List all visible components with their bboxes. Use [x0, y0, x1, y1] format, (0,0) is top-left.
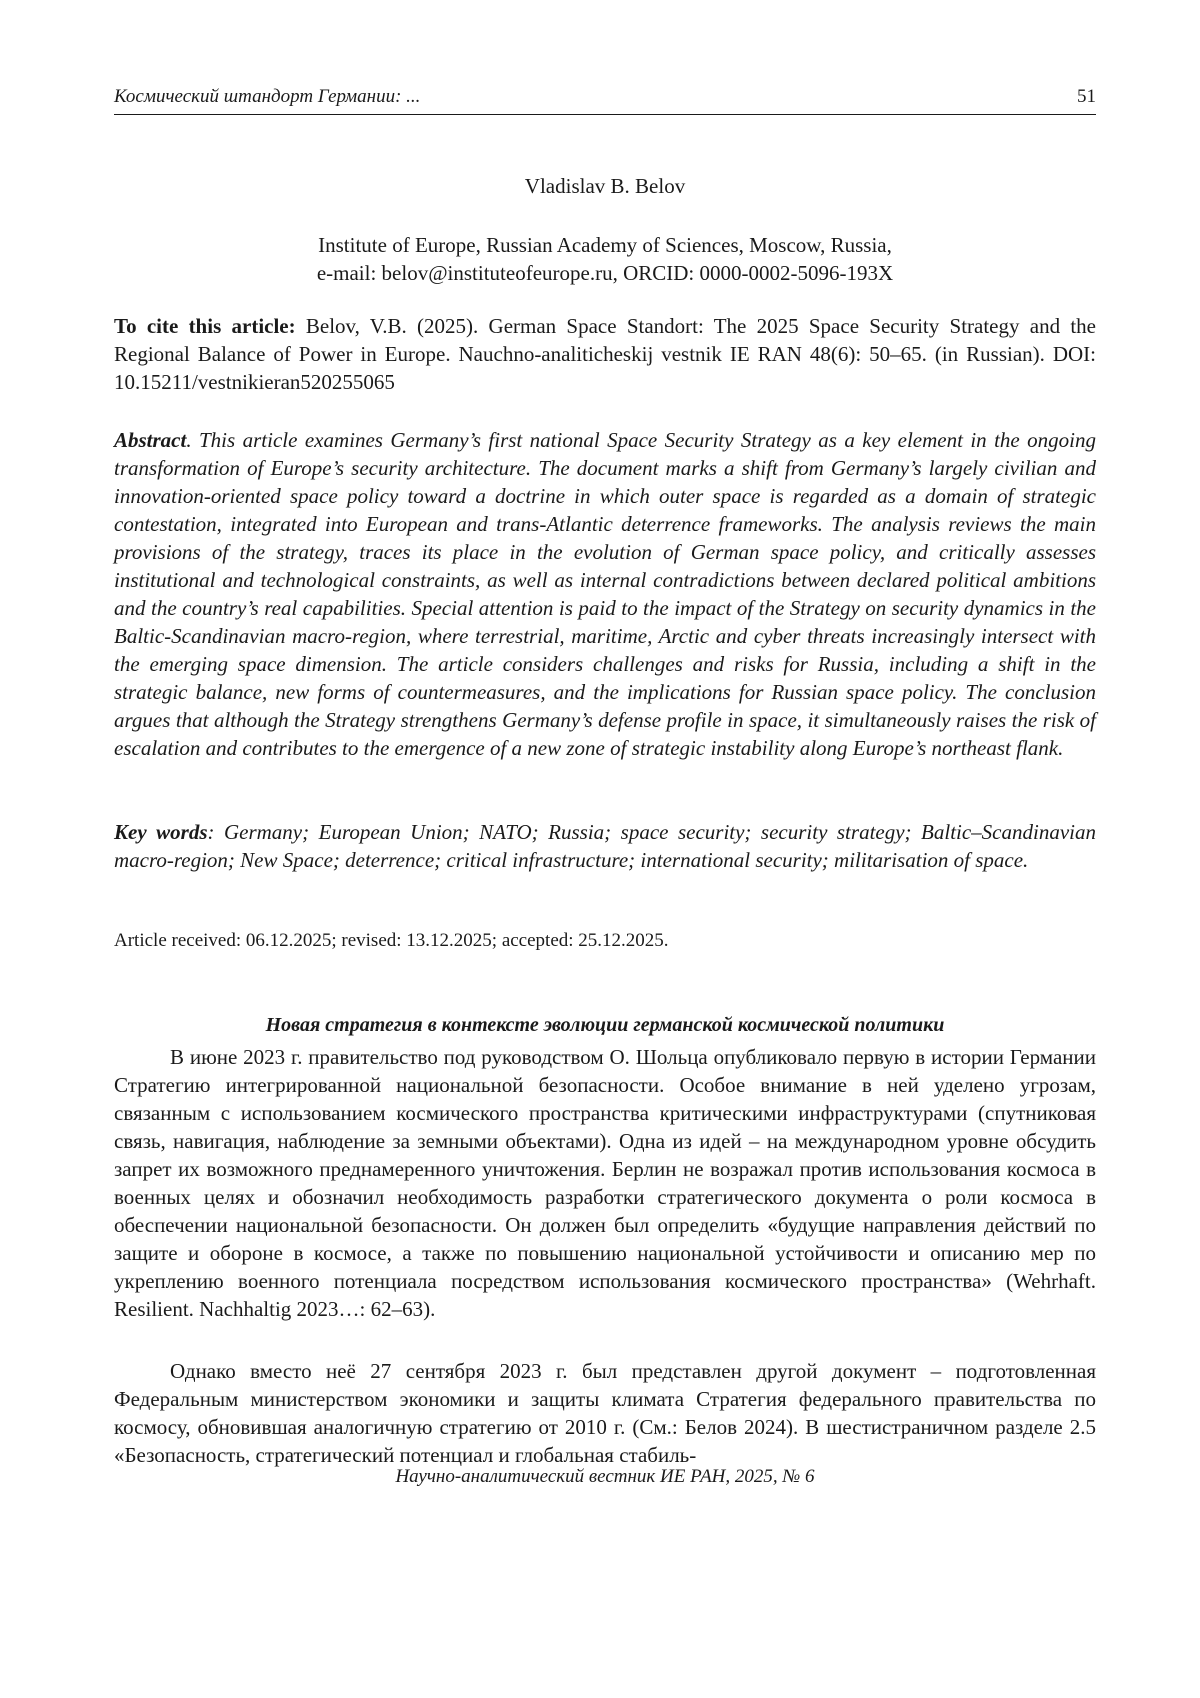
body-paragraph: В июне 2023 г. правительство под руководством О. Шольца опубликовало первую в истории Германии Стратегию интегрированной национальной безопасности. Особое внимание в ней уделено угрозам, связанным с использованием космического пространства критическими инфраструктурами (спутниковая связь, навигация, наблюдение за земными объектами). Одна из идей – на международном уровне обсудить запрет их возможного преднамеренного уничтожения. Берлин не возражал против использования космоса в военных целях и обозначил необходимость разработки стратегического документа о роли космоса в обеспечении национальной безопасности. Он должен был определить «будущие направления действий по защите и обороне в космосе, а также по повышению национальной устойчивости и описанию мер по укреплению военного потенциала посредством использования космического пространства» (Wehrhaft. Resilient. Nachhaltig 2023…: 62–63).: [114, 1045, 1096, 1321]
citation: [114, 312, 1096, 396]
journal-footer: Научно-аналитический вестник ИЕ РАН, 2025, № 6: [395, 1466, 815, 1487]
running-title: Космический штандорт Германии: ...: [114, 86, 421, 107]
section-title: Новая стратегия в контексте эволюции германской космической политики: [265, 1014, 945, 1036]
page-number: 51: [1077, 86, 1096, 107]
abstract-text: . This article examines Germany’s first national Space Security Strategy as a key element in the ongoing transformation of Europe’s security architecture. The document marks a shift from Germany’s largely civilian and innovation-oriented space policy toward a doctrine in which outer space is regarded as a domain of strategic contestation, integrated into European and trans-Atlantic deterrence frameworks. The analysis reviews the main provisions of the strategy, traces its place in the evolution of German space policy, and critically assesses institutional and technological constraints, as well as internal contradictions between declared political ambitions and the country’s real capabilities. Special attention is paid to the impact of the Strategy on security dynamics in the Baltic-Scandinavian macro-region, where terrestrial, maritime, Arctic and cyber threats increasingly intersect with the emerging space dimension. The article considers challenges and risks for Russia, including a shift in the strategic balance, new forms of countermeasures, and the implications for Russian space policy. The conclusion argues that although the Strategy strengthens Germany’s defense profile in space, it simultaneously raises the risk of escalation and contributes to the emergence of a new zone of strategic instability along Europe’s northeast flank.: [114, 428, 1096, 760]
keywords: [114, 818, 1096, 874]
abstract-label: Abstract: [114, 428, 187, 452]
abstract: [114, 426, 1096, 762]
running-header: [114, 84, 1096, 115]
keywords-text: : Germany; European Union; NATO; Russia; space security; security strategy; Baltic–Scandinavian macro-region; New Space; deterrence; critical infrastructure; international security; militarisation of space.: [114, 820, 1096, 872]
citation-label: To cite this article:: [114, 314, 296, 338]
email-orcid-line: e-mail: belov@instituteofeurope.ru, ORCID: 0000-0002-5096-193X: [316, 261, 894, 285]
keywords-label: Key words: [114, 820, 208, 844]
author-name: Vladislav B. Belov: [524, 174, 686, 198]
author-affiliation: [114, 231, 1096, 287]
citation-text: Belov, V.B. (2025). German Space Standort: The 2025 Space Security Strategy and the Regional Balance of Power in Europe. Nauchno-analiticheskij vestnik IE RAN 48(6): 50–65. (in Russian). DOI: 10.15211/vestnikieran520255065: [114, 314, 1096, 394]
body-paragraph: Однако вместо неё 27 сентября 2023 г. был представлен другой документ – подготовленная Федеральным министерством экономики и защиты климата Стратегия федерального правительства по космосу, обновившая аналогичную стратегию от 2010 г. (См.: Белов 2024). В шестистраничном разделе 2.5 «Безопасность, стратегический потенциал и глобальная стабиль-: [114, 1359, 1096, 1467]
affiliation-line: Institute of Europe, Russian Academy of Sciences, Moscow, Russia,: [318, 233, 892, 257]
article-dates: Article received: 06.12.2025; revised: 13.12.2025; accepted: 25.12.2025.: [114, 930, 669, 951]
